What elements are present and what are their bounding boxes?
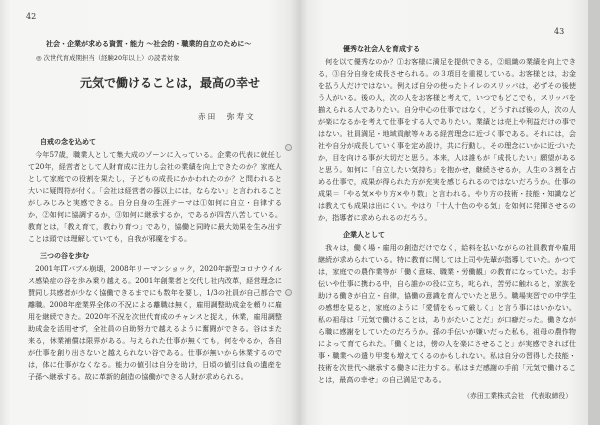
- section-heading: 優秀な社会人を育成する: [343, 45, 420, 53]
- page-number: 42: [26, 12, 37, 21]
- page-number: 43: [554, 27, 565, 36]
- section-heading: 三つの谷を歩む: [40, 252, 89, 260]
- section-body: 2001年ITバブル崩壊，2008年リーマンショック，2020年新型コロナウイルス感染症の谷を歩み乗り越える。2001年創業者と交代し社内改革，経営理念に賛同し共感者が少なく協働できるまでにも数年を要し，1/3の社員が自己都合で離職。2008年産業界全体の不況による離職は無く，雇用調整助成金を頼りに雇用を継続できた。2020年不況を次世代育成のチャンスと捉え，休業，雇用調整助成金を活用せず，全社員の自助努力で越えるように奮闘ができる。谷はまた来る，休業補償は限界がある。与えられた仕事が無くても，何をやるか，各自が仕事を創り出さないと越えられない谷である。仕事が無いから休業するのでは，体に仕事がなくなる。能力の値引は自分を助け，日頃の値引は負の遺産を子孫へ継承する。故に革新的創造の協働ができる人財が求められる。: [28, 264, 282, 381]
- section-body: 何を以て優秀なのか？①お客様に満足を提供できる，②組織の業績を向上できる，③自分自身を成長させられる。の３項目を重視している。お客様とは，お金を払う人だけではない。例えば自分の使ったトイレのスリッパは，必ずその後使う人がいる。後の人，次の人をお客様と考えて，いつでもどこでも，スリッパを揃えられる人でありたい。自分中心の仕事ではなく，どうすれば後の人，次の人が楽になるかを考えて仕事をする人でありたい。業績とは売上や利益だけの事ではない。社員満足・地域貢献等々ある経営理念に近づく事である。それには，会社や自分が成長していく事を定め設け，共に行動し，その理念にいかに近づいたか，目を向ける事が大切だと思う。本来，人は誰もが「成長したい」願望があると思う。如何に「自立したい気持ち」を抱かせ，継続させるか，人生の３割を占める仕事で，成果が得られた方が充実を感じられるのではないだろうか。仕事の成果＝「やる気×やり方×やり数」と言われる。やり方の技術・技能・知識などは教えても成果は出にくい。やはり「十人十色のやる気」を如何に発揮させるのか，指導者に求められるのだろう。: [318, 57, 576, 222]
- author-name: 赤田 弥寿文: [198, 112, 256, 121]
- right-text-column: [318, 43, 576, 402]
- right-page: [300, 0, 588, 425]
- section-body: 我々は，働く場・雇用の創造だけでなく，給料を払いながらの社員教育や雇用継続が求められている。特に教育に関しては上司や先輩が指導していた。かつては，家庭での農作業等が「働く意味、職業・労働観」の教育になっていた。お手伝いや仕事に携わる中，自ら誰かの役に立ち，叱られ，苦労に触れると，家族を助ける働きが自立・自律，協働の意識を育んでいたと思う。職場実習での中学生の感想を見ると，家庭のように「愛情をもって厳しく」と言う事にはいかない。私の祖母は「元気で働けることは，ありがたいことだ」が口癖だった。働きながら職に感謝をしていたのだろうか。孫の手伝いが嫌いだった私も，祖母の農作物によって育てられた。「働くとは，傍の人を楽にさせること」が実感できれば仕事・職業への遣り甲斐も増えてくるのかもしれない。私は自分の習得した技能・技術を次世代へ継承する働きに注力する。私はまだ感謝の手前「元気で働けることは，最高の幸せ」の自己満足である。: [318, 243, 576, 384]
- series-header: 社会・企業が求める資質・能力 ～社会的・職業的自立のために～: [46, 40, 252, 48]
- author-affiliation: （赤田工業株式会社 代表取締役）: [463, 392, 572, 400]
- binding-hole: [285, 289, 292, 296]
- binding-hole: [285, 144, 292, 151]
- audience-note: ◎ 次世代育成期担当（経験20年以上）の読者対象: [36, 54, 180, 62]
- section-heading: 自戒の念を込めて: [40, 138, 96, 146]
- section-body: 今年57歳，職業人として集大成のゾーンに入っている。企業の代表に就任して20年，経営者として人財育成に注力し会社の業績を向上できたのか？家庭人として家庭での役割を果たし，子どもの成長にかかわれたのか？と問われると大いに疑問符が付く。「会社は経営者の器以上には，ならない」と言われることがしみじみと実感できる。自分自身の生涯テーマは①如何に自立・自律するか，②如何に協調するか，③如何に継承するか，であるが四苦八苦している。教育とは，「教え育て，教わり育つ」であり，協働と同時に最大効果を生み出すことは頭では理解していても，自我が邪魔をする。: [28, 150, 282, 243]
- left-text-column: [28, 136, 282, 388]
- article-title: 元気で働けることは，最高の幸せ: [79, 76, 260, 90]
- section-heading: 企業人として: [343, 231, 385, 239]
